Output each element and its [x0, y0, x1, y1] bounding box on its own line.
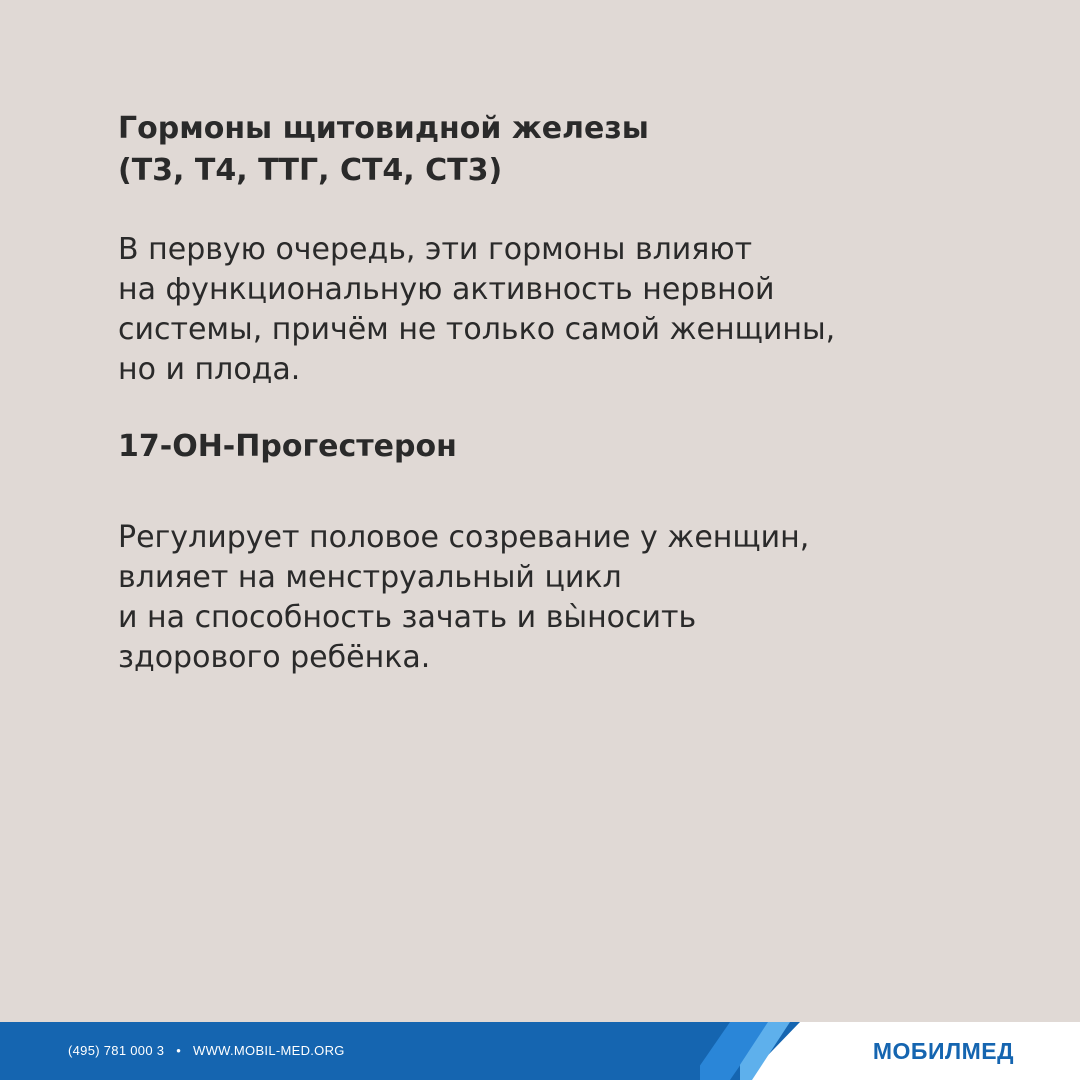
phone-number[interactable]: (495) 781 000 3 — [68, 1043, 165, 1058]
heading-line: 17-ОН-Прогестерон — [118, 429, 457, 464]
paragraph-line: В первую очередь, эти гормоны влияют — [118, 232, 753, 267]
paragraph-line: и на способность зачать и вы̀носить — [118, 600, 697, 635]
paragraph-line: здорового ребёнка. — [118, 640, 431, 675]
paragraph-line: влияет на менструальный цикл — [118, 560, 622, 595]
paragraph-line: на функциональную активность нервной — [118, 272, 775, 307]
section-paragraph-progesterone — [118, 518, 1018, 678]
paragraph-line: Регулирует половое созревание у женщин, — [118, 520, 810, 555]
section-heading-progesterone — [118, 426, 1018, 468]
footer-contacts — [68, 1022, 345, 1080]
section-heading-thyroid-hormones — [118, 108, 1018, 192]
contact-separator: • — [176, 1043, 182, 1058]
heading-line: Гормоны щитовидной железы — [118, 111, 649, 146]
paragraph-line: но и плода. — [118, 352, 301, 387]
brand-logo: МОБИЛМЕД — [872, 1038, 1014, 1064]
section-paragraph-thyroid-hormones — [118, 230, 1018, 390]
footer-bar — [0, 1022, 1080, 1080]
article-content — [118, 108, 1018, 678]
website-link[interactable]: WWW.MOBIL-MED.ORG — [193, 1043, 345, 1058]
paragraph-line: системы, причём не только самой женщины, — [118, 312, 836, 347]
heading-line: (Т3, Т4, ТТГ, СТ4, СТ3) — [118, 153, 503, 188]
